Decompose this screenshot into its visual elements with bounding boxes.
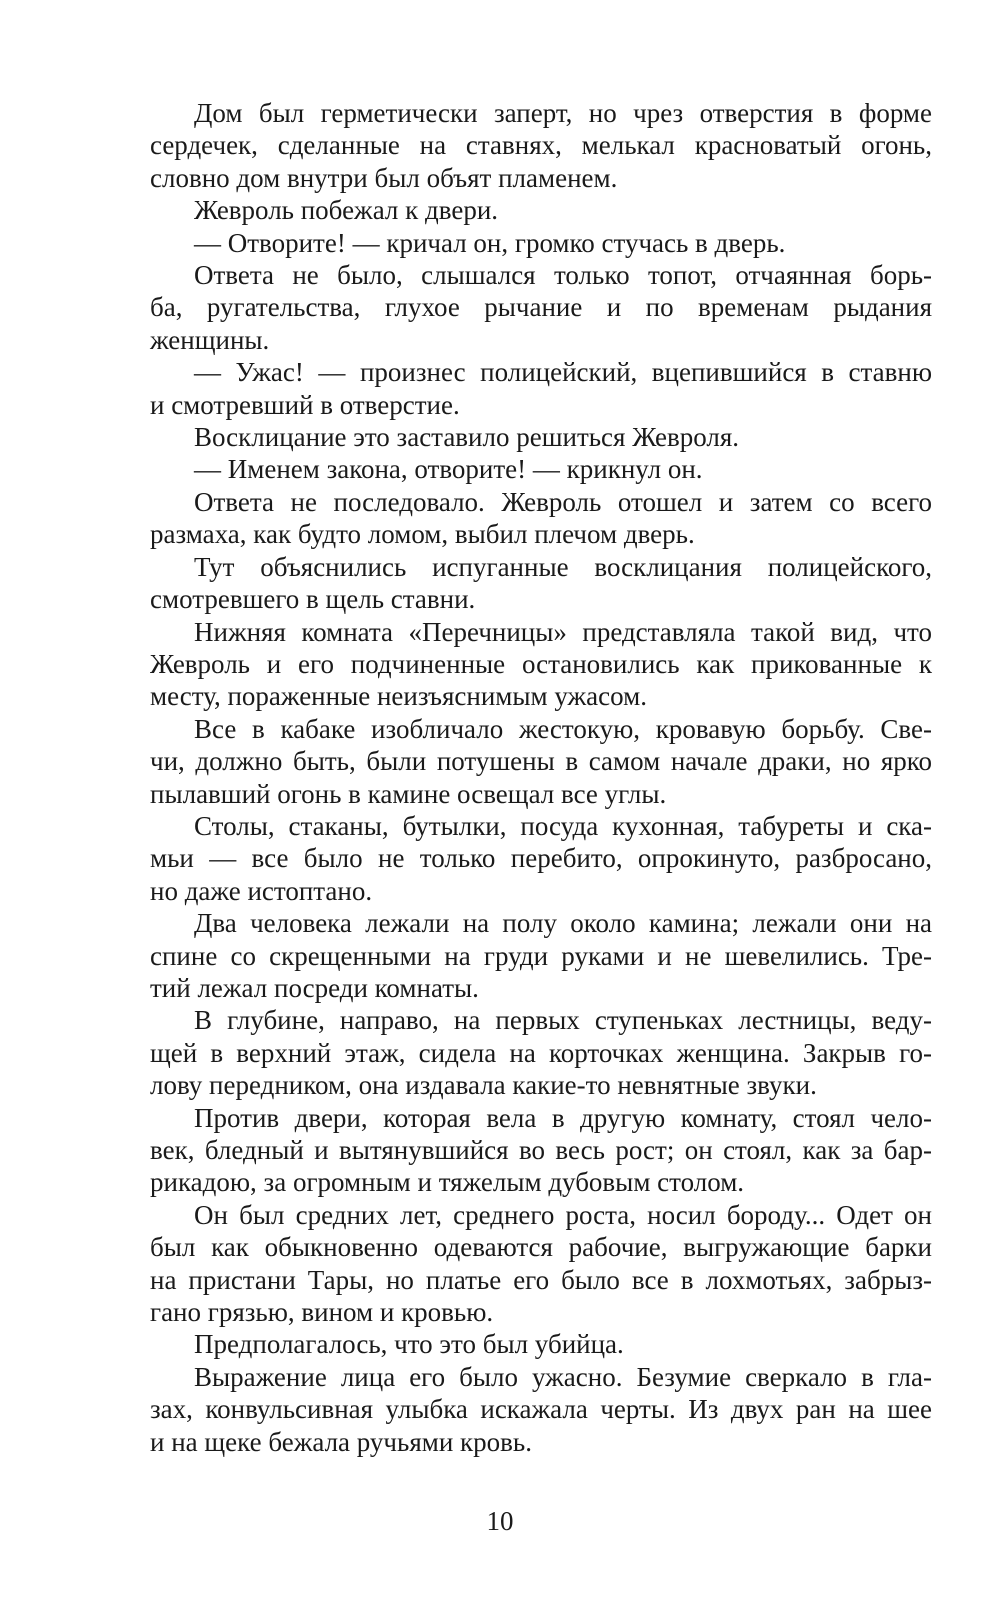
text-line: Два человека лежали на полу около камина; лежали они на <box>194 908 932 939</box>
text-line: зах, конвульсивная улыбка искажала черты. Из двух ран на шее <box>150 1394 932 1425</box>
text-line: лову передником, она издавала какие-то невнятные звуки. <box>150 1070 817 1101</box>
text-line: ба, ругательства, глухое рычание и по временам рыдания <box>150 292 932 323</box>
text-line: пылавший огонь в камине освещал все углы. <box>150 778 667 809</box>
text-line: Выражение лица его было ужасно. Безумие сверкало в гла- <box>194 1361 932 1392</box>
paragraph <box>150 194 932 226</box>
paragraph <box>150 616 932 713</box>
text-line: Жевроль побежал к двери. <box>194 195 499 226</box>
paragraph <box>150 227 932 259</box>
body-text <box>150 97 932 1458</box>
text-line: тий лежал посреди комнаты. <box>150 972 479 1003</box>
text-line: и на щеке бежала ручьями кровь. <box>150 1426 532 1457</box>
page-number: 10 <box>486 1506 514 1536</box>
text-line: век, бледный и вытянувшийся во весь рост; он стоял, как за бар- <box>150 1135 932 1165</box>
text-line: словно дом внутри был объят пламенем. <box>150 162 618 193</box>
text-line: Нижняя комната «Перечницы» представляла такой вид, что <box>194 616 932 647</box>
text-line: спине со скрещенными на груди руками и не шевелились. Тре- <box>150 940 932 971</box>
paragraph <box>150 1004 932 1101</box>
paragraph <box>150 97 932 194</box>
text-line: женщины. <box>150 324 270 355</box>
text-line: — Отворите! — кричал он, громко стучась в дверь. <box>194 227 786 258</box>
text-line: — Именем закона, отворите! — крикнул он. <box>194 454 703 485</box>
text-line: Он был средних лет, среднего роста, носил бороду... Одет он <box>194 1199 932 1230</box>
paragraph <box>150 1199 932 1329</box>
paragraph <box>150 1361 932 1458</box>
text-line: чи, должно быть, были потушены в самом начале драки, но ярко <box>150 746 932 777</box>
paragraph <box>150 907 932 1004</box>
paragraph <box>150 1102 932 1199</box>
paragraph <box>150 1328 932 1360</box>
text-line: рикадою, за огромным и тяжелым дубовым столом. <box>150 1167 745 1198</box>
text-line: Все в кабаке изобличало жестокую, кровавую борьбу. Све- <box>194 713 932 744</box>
text-line: гано грязью, вином и кровью. <box>150 1297 494 1328</box>
text-line: Дом был герметически заперт, но чрез отверстия в форме <box>194 98 932 128</box>
paragraph <box>150 810 932 907</box>
text-line: Ответа не было, слышался только топот, отчаянная борь- <box>194 260 932 291</box>
text-line: Жевроль и его подчиненные остановились как прикованные к <box>150 648 932 679</box>
text-line: сердечек, сделанные на ставнях, мелькал красноватый огонь, <box>150 130 932 161</box>
text-line: и смотревший в отверстие. <box>150 389 460 420</box>
text-line: но даже истоптано. <box>150 875 373 906</box>
paragraph <box>150 453 932 485</box>
text-line: смотревшего в щель ставни. <box>150 584 476 615</box>
text-line: — Ужас! — произнес полицейский, вцепившийся в ставню <box>194 357 932 388</box>
text-line: был как обыкновенно одеваются рабочие, выгружающие барки <box>150 1232 932 1263</box>
text-line: Восклицание это заставило решиться Жевроля. <box>194 422 740 453</box>
text-line: на пристани Тары, но платье его было все в лохмотьях, забрыз- <box>150 1264 932 1295</box>
paragraph <box>150 356 932 421</box>
text-line: Предполагалось, что это был убийца. <box>194 1329 624 1360</box>
text-line: Тут объяснились испуганные восклицания полицейского, <box>194 551 932 582</box>
text-line: Столы, стаканы, бутылки, посуда кухонная, табуреты и ска- <box>194 810 932 841</box>
text-line: мьи — все было не только перебито, опрокинуто, разбросано, <box>150 843 932 874</box>
paragraph <box>150 713 932 810</box>
text-line: В глубине, направо, на первых ступеньках лестницы, веду- <box>194 1005 932 1036</box>
text-line: щей в верхний этаж, сидела на корточках женщина. Закрыв го- <box>150 1037 932 1068</box>
text-line: Ответа не последовало. Жевроль отошел и затем со всего <box>194 486 932 517</box>
text-line: месту, пораженные неизъяснимым ужасом. <box>150 681 647 712</box>
paragraph <box>150 486 932 551</box>
text-line: Против двери, которая вела в другую комнату, стоял чело- <box>194 1102 932 1133</box>
text-line: размаха, как будто ломом, выбил плечом дверь. <box>150 519 695 550</box>
paragraph <box>150 421 932 453</box>
paragraph <box>150 551 932 616</box>
paragraph <box>150 259 932 356</box>
